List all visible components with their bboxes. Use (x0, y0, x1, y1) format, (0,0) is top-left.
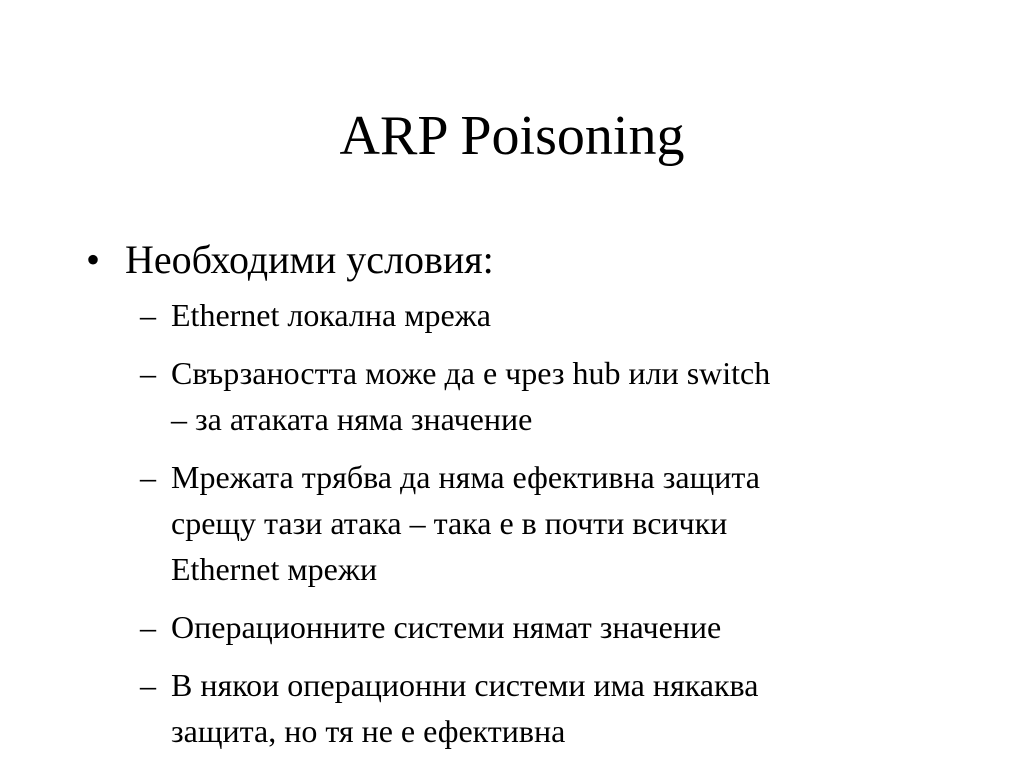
dash-marker: – (140, 459, 156, 495)
sub-bullet (0, 350, 931, 442)
sub-bullet (0, 662, 931, 754)
sub-bullet (0, 604, 931, 650)
dash-marker: – (140, 355, 156, 391)
sub-bullet (0, 454, 931, 592)
bullet-marker: • (86, 237, 101, 282)
sub-bullet-line: Ethernet локална мрежа (171, 297, 491, 333)
main-bullet-text: Необходими условия: (125, 237, 494, 282)
sub-bullet-line: Операционните системи нямат значение (171, 609, 722, 645)
sub-bullet-line: срещу тази атака – така е в почти всички (171, 505, 728, 541)
slide-title: ARP Poisoning (339, 105, 685, 167)
sub-bullet-line: защита, но тя не е ефективна (171, 713, 566, 749)
dash-marker: – (140, 609, 156, 645)
sub-bullet-line: – за атаката няма значение (171, 401, 533, 437)
main-bullet (0, 234, 1024, 286)
sub-bullet (0, 292, 931, 338)
sub-bullet-line: Свързаността може да е чрез hub или switch (171, 355, 771, 391)
dash-marker: – (140, 297, 156, 333)
sub-bullet-line: Мрежата трябва да няма ефективна защита (171, 459, 760, 495)
sub-bullet-list (0, 292, 1024, 754)
dash-marker: – (140, 667, 156, 703)
sub-bullet-line: Ethernet мрежи (171, 551, 378, 587)
slide-content (0, 234, 1024, 766)
sub-bullet-line: В някои операционни системи има някаква (171, 667, 759, 703)
